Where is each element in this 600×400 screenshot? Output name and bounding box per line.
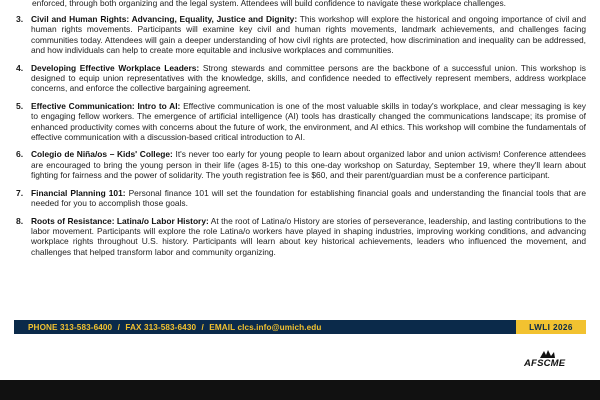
workshop-body: [31, 216, 586, 258]
workshop-description: At the root of Latina/o History are stories of perseverance, leadership, and lasting contributions to the labor movement. Participants will explore the role Latina/o workers have played in shaping industries, improving working conditions, and advancing workplace rights throughout U.S. history. Participants will learn about key historical achievements, leaders who influenced the movement, and challenges that helped transform labor and community organizing.: [31, 215, 586, 257]
workshop-item-8: [14, 216, 586, 258]
workshop-title: Effective Communication: Intro to AI:: [31, 100, 181, 111]
logo-text: AFSCME: [524, 358, 566, 369]
workshop-description: Strong stewards and committee persons are the backbone of a successful union. This workshop is designed to equip union representatives with the knowledge, skills, and confidence needed to effectively represent members, address workplace concerns, and enforce the collective bargaining agreement.: [31, 62, 586, 94]
workshop-number: 7.: [16, 187, 24, 198]
afscme-logo: [518, 349, 574, 373]
workshop-item-5: [14, 101, 586, 143]
fax-number: 313-583-6430: [143, 322, 197, 332]
workshop-title: Civil and Human Rights: Advancing, Equality, Justice and Dignity:: [31, 14, 298, 24]
workshop-description: This workshop will explore the historical and ongoing importance of civil and human rights movements. Participants will examine key civil and human rights movements, landmark achievements, and challenges facing communities today. Attendees will gain a deeper understanding of how civil rights are protected, how discrimination and inequality can be addressed, and how individuals can help to create more equitable and inclusive workplaces and communities.: [31, 14, 586, 56]
bottom-band: [0, 380, 600, 400]
workshop-title: Developing Effective Workplace Leaders:: [31, 62, 200, 73]
workshop-number: 3.: [16, 14, 24, 24]
phone-label: PHONE: [28, 322, 58, 332]
workshop-body: [31, 63, 586, 94]
workshop-item-4: [14, 63, 586, 94]
workshop-number: 5.: [16, 100, 24, 111]
phone-number[interactable]: 313-583-6400: [60, 322, 113, 332]
email-label: EMAIL: [209, 322, 236, 332]
workshop-description: Personal finance 101 will set the foundation for establishing financial goals and understanding the financial tools that are needed for you to accomplish those goals.: [31, 187, 587, 209]
workshop-item-6: [14, 149, 586, 180]
workshop-number: 6.: [16, 149, 24, 160]
email-link[interactable]: clcs.info@umich.edu: [237, 322, 322, 332]
workshop-item-7: [14, 188, 586, 209]
previous-item-fragment: enforced, through both organizing and the legal system. Attendees will build confidence to navigate these workplace challenges.: [32, 0, 506, 8]
workshop-body: [31, 188, 586, 209]
workshop-body: [31, 101, 586, 143]
workshop-title: Roots of Resistance: Latina/o Labor History:: [31, 215, 209, 226]
workshop-item-3: [14, 14, 586, 56]
separator: /: [117, 322, 120, 332]
workshop-title: Financial Planning 101:: [31, 187, 126, 198]
workshop-number: 8.: [16, 215, 24, 226]
event-badge: LWLI 2026: [516, 320, 586, 334]
workshop-title: Colegio de Niña/os – Kids' College:: [31, 149, 173, 160]
workshop-body: [31, 149, 586, 180]
separator: /: [201, 322, 204, 332]
workshop-body: [31, 14, 586, 56]
workshop-number: 4.: [16, 62, 24, 73]
workshop-description: Effective communication is one of the most valuable skills in today's workplace, and clear messaging is key to engaging fellow workers. The emergence of artificial intelligence (AI) tools has drastically changed the communications landscape; its promise of enhanced productivity comes with concerns about the future of work, the environment, and AI ethics. This workshop will combine the fundamentals of effective communication with a discussion-based critical introduction to AI.: [31, 100, 586, 143]
workshop-description: It's never too early for young people to learn about organized labor and union activism! Conference attendees are encouraged to bring the young person in their life (ages 8-15) to this one-day workshop on Saturday, September 19, where they'll learn about fighting for fairness and the power of solidarity. The youth registration fee is $60, and their parent/guardian must be a conference participant.: [31, 149, 586, 181]
workshop-list: [14, 14, 586, 264]
contact-info: [14, 323, 516, 332]
contact-footer-bar: [14, 320, 586, 334]
fax-label: FAX: [125, 322, 142, 332]
